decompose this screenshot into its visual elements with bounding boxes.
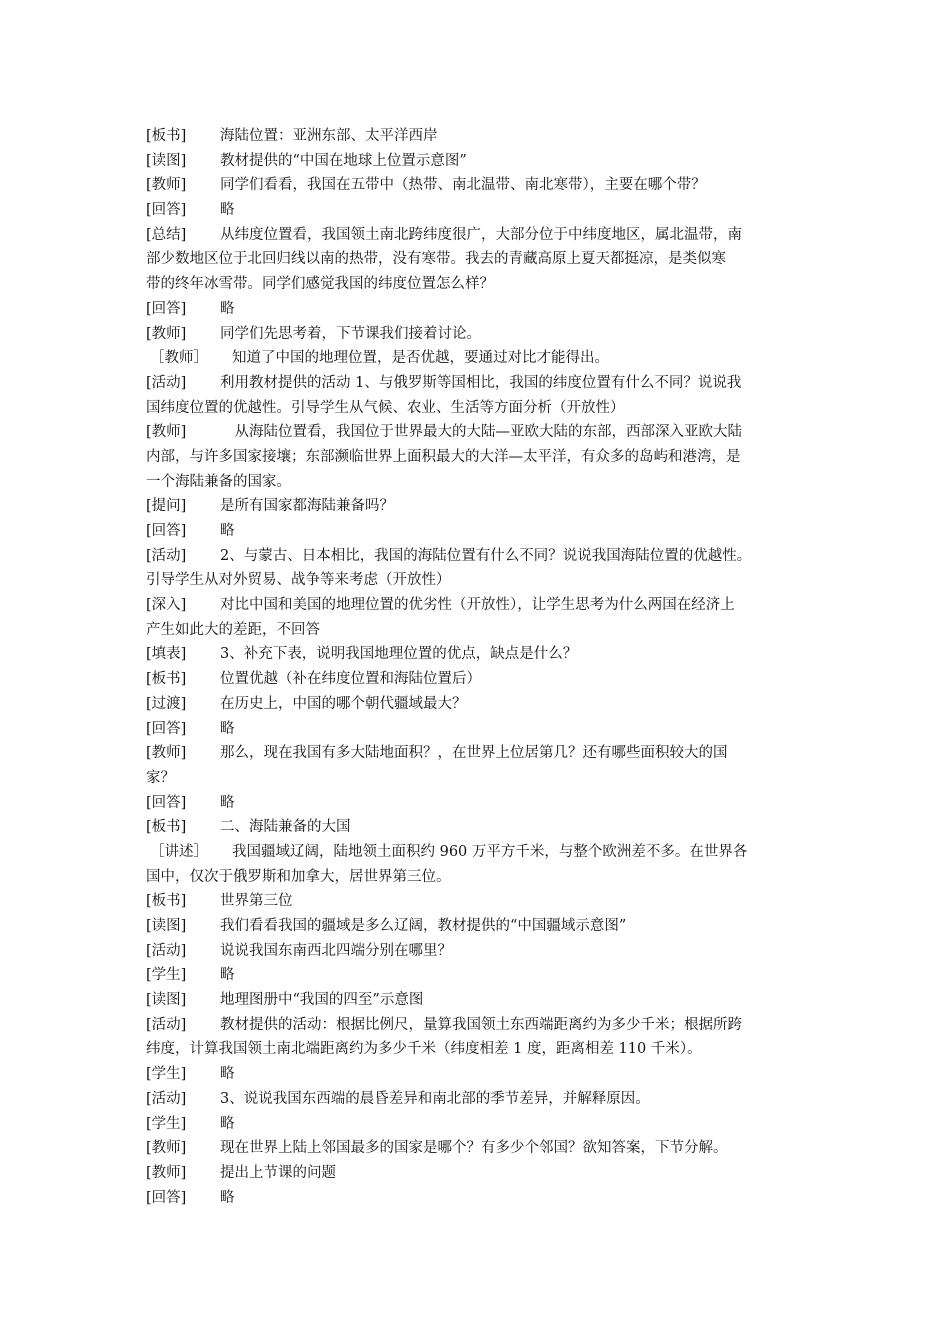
speaker-tag: [教师] xyxy=(146,325,187,342)
line-text: 家？ xyxy=(146,769,175,786)
line-text: 知道了中国的地理位置，是否优越，要通过对比才能得出。 xyxy=(232,350,609,367)
line-text: 我们看看我国的疆域是多么辽阔，教材提供的“中国疆域示意图” xyxy=(220,918,627,934)
speaker-tag: [板书] xyxy=(146,893,187,910)
line-text: 国中，仅次于俄罗斯和加拿大，居世界第三位。 xyxy=(146,868,451,885)
speaker-tag: [活动] xyxy=(146,942,187,959)
text-line xyxy=(146,988,808,1013)
text-line xyxy=(146,519,808,544)
line-text: 我国疆域辽阔，陆地领土面积约 960 万平方千米，与整个欧洲差不多。在世界各 xyxy=(232,843,748,860)
speaker-tag: [教师] xyxy=(146,424,187,441)
speaker-tag: ［讲述］ xyxy=(150,843,208,860)
line-text: 对比中国和美国的地理位置的优劣性（开放性），让学生思考为什么两国在经济上 xyxy=(220,597,735,614)
text-line xyxy=(146,1013,808,1038)
line-text: 那么，现在我国有多大陆地面积？，在世界上位居第几？还有哪些面积较大的国 xyxy=(220,745,728,762)
text-line xyxy=(146,247,808,272)
text-line xyxy=(146,1186,808,1211)
line-text: 带的终年冰雪带。同学们感觉我国的纬度位置怎么样？ xyxy=(146,276,494,293)
text-line xyxy=(146,1087,808,1112)
text-line xyxy=(146,865,808,890)
text-line xyxy=(146,642,808,667)
text-line xyxy=(146,1161,808,1186)
line-text: 地理图册中“我国的四至”示意图 xyxy=(220,992,424,1009)
speaker-tag: [学生] xyxy=(146,967,187,984)
text-line xyxy=(146,914,808,939)
speaker-tag: [回答] xyxy=(146,523,187,539)
line-text: 国纬度位置的优越性。引导学生从气候、农业、生活等方面分析（开放性） xyxy=(146,399,625,416)
text-line xyxy=(146,815,808,840)
text-line xyxy=(146,470,808,495)
text-line xyxy=(146,297,808,322)
line-text: 略 xyxy=(220,202,235,219)
speaker-tag: [读图] xyxy=(146,152,187,169)
line-text: 略 xyxy=(220,794,235,811)
line-text: 说说我国东南西北四端分别在哪里？ xyxy=(220,942,452,959)
line-text: 同学们先思考着，下节课我们接着讨论。 xyxy=(220,325,481,342)
text-line xyxy=(146,1037,808,1062)
line-text: 一个海陆兼备的国家。 xyxy=(146,473,291,490)
speaker-tag: [板书] xyxy=(146,671,187,688)
text-line xyxy=(146,149,808,174)
line-text: 略 xyxy=(220,523,235,539)
document-body xyxy=(146,124,808,1210)
text-line xyxy=(146,568,808,593)
text-line xyxy=(146,124,808,149)
line-text: 3、补充下表，说明我国地理位置的优点，缺点是什么？ xyxy=(220,646,578,663)
text-line xyxy=(146,198,808,223)
speaker-tag: [学生] xyxy=(146,1115,187,1132)
line-text: 是所有国家都海陆兼备吗？ xyxy=(220,498,394,515)
text-line xyxy=(146,939,808,964)
text-line xyxy=(146,272,808,297)
text-line xyxy=(146,840,808,865)
speaker-tag: [回答] xyxy=(146,794,187,811)
line-text: 2、与蒙古、日本相比，我国的海陆位置有什么不同？说说我国海陆位置的优越性。 xyxy=(220,547,752,564)
line-text: 从纬度位置看，我国领土南北跨纬度很广，大部分位于中纬度地区，属北温带，南 xyxy=(220,226,742,243)
text-line xyxy=(146,322,808,347)
speaker-tag: [板书] xyxy=(146,819,187,836)
speaker-tag: [回答] xyxy=(146,202,187,219)
speaker-tag: [教师] xyxy=(146,177,187,194)
speaker-tag: [深入] xyxy=(146,597,187,614)
text-line xyxy=(146,717,808,742)
line-text: 略 xyxy=(220,720,235,737)
line-text: 同学们看看，我国在五带中（热带、南北温带、南北寒带），主要在哪个带？ xyxy=(220,177,706,194)
speaker-tag: [填表] xyxy=(146,646,187,663)
text-line xyxy=(146,494,808,519)
line-text: 在历史上，中国的哪个朝代疆域最大？ xyxy=(220,695,467,712)
text-line xyxy=(146,1062,808,1087)
text-line xyxy=(146,618,808,643)
text-line xyxy=(146,1136,808,1161)
line-text: 世界第三位 xyxy=(220,893,293,910)
text-line xyxy=(146,420,808,445)
line-text: 略 xyxy=(220,1189,235,1206)
line-text: 海陆位置：亚洲东部、太平洋西岸 xyxy=(220,128,438,144)
speaker-tag: [读图] xyxy=(146,918,187,934)
speaker-tag: [总结] xyxy=(146,226,187,243)
text-line xyxy=(146,741,808,766)
line-text: 3、说说我国东西端的晨昏差异和南北部的季节差异，并解释原因。 xyxy=(220,1090,650,1107)
speaker-tag: [活动] xyxy=(146,374,187,391)
speaker-tag: [教师] xyxy=(146,745,187,762)
text-line xyxy=(146,173,808,198)
speaker-tag: [教师] xyxy=(146,1164,187,1181)
line-text: 利用教材提供的活动 1、与俄罗斯等国相比，我国的纬度位置有什么不同？说说我 xyxy=(220,374,742,391)
text-line xyxy=(146,889,808,914)
speaker-tag: [学生] xyxy=(146,1066,187,1083)
text-line xyxy=(146,223,808,248)
text-line xyxy=(146,593,808,618)
speaker-tag: [过渡] xyxy=(146,695,187,712)
text-line xyxy=(146,544,808,569)
line-text: 略 xyxy=(220,1066,235,1083)
speaker-tag: [回答] xyxy=(146,720,187,737)
text-line xyxy=(146,445,808,470)
text-line xyxy=(146,692,808,717)
speaker-tag: [回答] xyxy=(146,300,187,317)
speaker-tag: [活动] xyxy=(146,547,187,564)
speaker-tag: [活动] xyxy=(146,1090,187,1107)
line-text: 教材提供的“中国在地球上位置示意图” xyxy=(220,152,467,169)
speaker-tag: ［教师］ xyxy=(150,350,208,367)
line-text: 现在世界上陆上邻国最多的国家是哪个？有多少个邻国？欲知答案，下节分解。 xyxy=(220,1140,728,1157)
line-text: 二、海陆兼备的大国 xyxy=(220,819,351,836)
line-text: 引导学生从对外贸易、战争等来考虑（开放性） xyxy=(146,572,451,589)
line-text: 略 xyxy=(220,300,235,317)
text-line xyxy=(146,1112,808,1137)
text-line xyxy=(146,963,808,988)
line-text: 略 xyxy=(220,1115,235,1132)
speaker-tag: [回答] xyxy=(146,1189,187,1206)
line-text: 教材提供的活动：根据比例尺，量算我国领土东西端距离约为多少千米；根据所跨 xyxy=(220,1016,742,1033)
speaker-tag: [板书] xyxy=(146,128,187,144)
speaker-tag: [读图] xyxy=(146,992,187,1009)
line-text: 略 xyxy=(220,967,235,984)
line-text: 位置优越（补在纬度位置和海陆位置后） xyxy=(220,671,481,688)
text-line xyxy=(146,791,808,816)
speaker-tag: [提问] xyxy=(146,498,187,515)
speaker-tag: [活动] xyxy=(146,1016,187,1033)
line-text: 内部，与许多国家接壤；东部濒临世界上面积最大的大洋—太平洋，有众多的岛屿和港湾，是 xyxy=(146,448,741,465)
line-text: 部少数地区位于北回归线以南的热带，没有寒带。我去的青藏高原上夏天都挺凉，是类似寒 xyxy=(146,251,726,268)
speaker-tag: [教师] xyxy=(146,1140,187,1157)
line-text: 产生如此大的差距，不回答 xyxy=(146,621,320,638)
line-text: 纬度，计算我国领土南北端距离约为多少千米（纬度相差 1 度，距离相差 110 千米）。 xyxy=(146,1041,702,1058)
line-text: 提出上节课的问题 xyxy=(220,1164,336,1181)
text-line xyxy=(146,396,808,421)
line-text: 从海陆位置看，我国位于世界最大的大陆—亚欧大陆的东部，西部深入亚欧大陆 xyxy=(220,424,742,441)
text-line xyxy=(146,371,808,396)
text-line xyxy=(146,667,808,692)
text-line xyxy=(146,766,808,791)
text-line xyxy=(146,346,808,371)
